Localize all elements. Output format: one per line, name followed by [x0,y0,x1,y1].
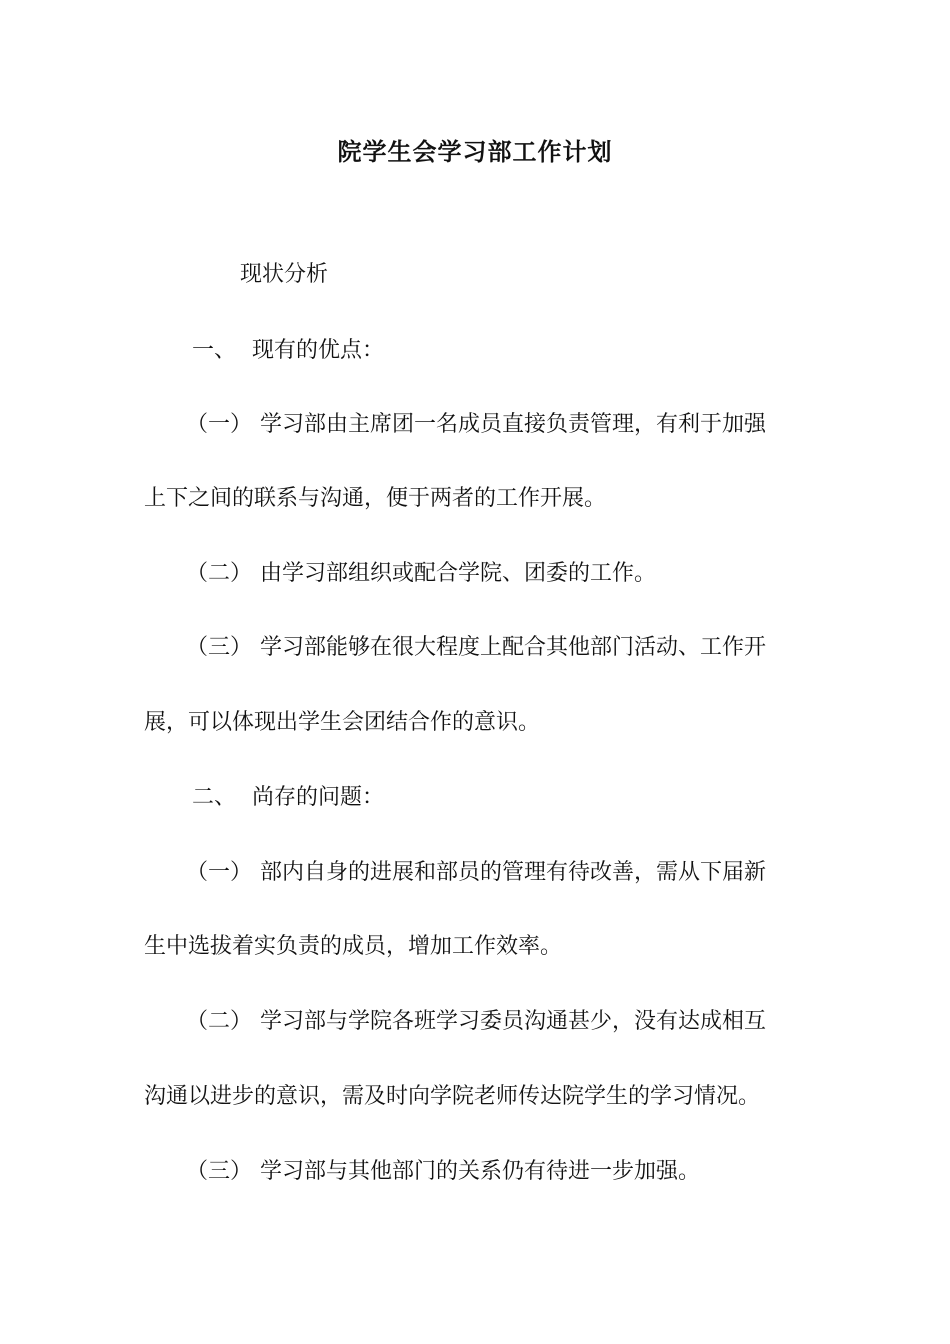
part2-item1-text1: 部内自身的进展和部员的管理有待改善，需从下届新 [260,860,767,885]
part1-item3-marker: （三） [186,635,253,660]
part2-item1-marker: （一） [186,860,253,885]
part1-item1-line2: 上下之间的联系与沟通，便于两者的工作开展。 [144,486,607,511]
part2-item3-line1 [186,1155,856,1189]
part1-item3-line1 [186,631,856,665]
part1-item2-text1: 由学习部组织或配合学院、团委的工作。 [260,561,657,586]
part2-heading-line [192,781,862,815]
part2-heading: 尚存的问题： [252,785,385,810]
part2-item2-line1 [186,1005,856,1039]
part2-item3-marker: （三） [186,1159,253,1184]
part1-marker: 一、 [192,338,237,363]
part1-item1-text1: 学习部由主席团一名成员直接负责管理，有利于加强 [260,412,767,437]
part2-item2-text1: 学习部与学院各班学习委员沟通甚少，没有达成相互 [260,1009,767,1034]
part1-item1-marker: （一） [186,412,253,437]
part2-item2-marker: （二） [186,1009,253,1034]
part1-item2-marker: （二） [186,561,253,586]
part2-marker: 二、 [192,785,237,810]
document-title: 院学生会学习部工作计划 [337,137,613,166]
part2-item1-line2: 生中选拔着实负责的成员，增加工作效率。 [144,934,563,959]
part2-item1-line1 [186,856,856,890]
part2-item3-text1: 学习部与其他部门的关系仍有待进一步加强。 [260,1159,701,1184]
part1-item3-line2: 展，可以体现出学生会团结合作的意识。 [144,710,541,735]
section-heading: 现状分析 [240,262,329,287]
part2-item2-line2: 沟通以进步的意识，需及时向学院老师传达院学生的学习情况。 [144,1084,761,1109]
part1-item1-line1 [186,408,856,442]
part1-heading-line [192,334,862,368]
part1-item3-text1: 学习部能够在很大程度上配合其他部门活动、工作开 [260,635,767,660]
part1-heading: 现有的优点： [252,338,385,363]
part1-item2-line1 [186,557,856,591]
